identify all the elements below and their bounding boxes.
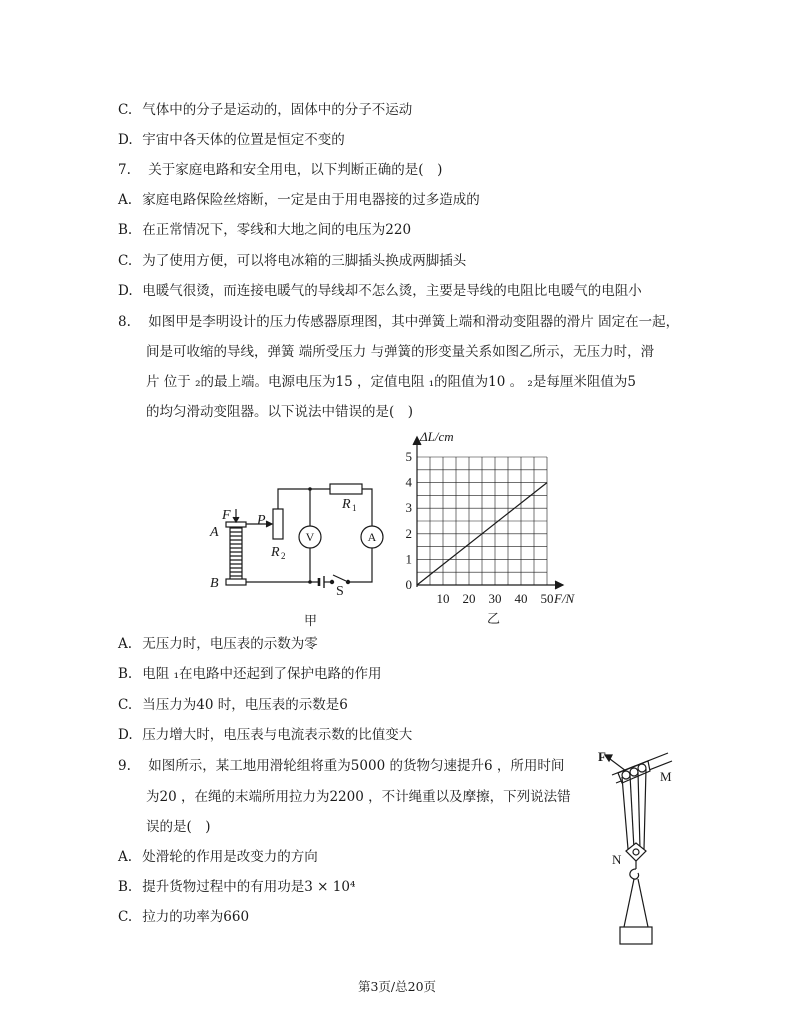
option-label: B. bbox=[118, 222, 133, 238]
y-axis-label: ΔL/cm bbox=[420, 429, 454, 444]
q7-option-b bbox=[118, 220, 411, 240]
option-text: 压力增大时，电压表与电流表示数的比值变大 bbox=[142, 727, 413, 743]
ammeter-label: A bbox=[367, 530, 377, 544]
q8-stem-line-3: 片 位于 ₂的最上端。电源电压为15 ，定值电阻 ₁的阻值为10 。 ₂是每厘米阻值为5 bbox=[146, 374, 636, 390]
spring bbox=[230, 528, 242, 576]
label-f: F bbox=[222, 508, 231, 523]
q9-stem-line-2: 为20 ，在绳的末端所用拉力为2200 ，不计绳重以及摩擦，下列说法错 bbox=[146, 789, 571, 805]
resistor-r1 bbox=[330, 484, 362, 494]
q8-stem-line-2: 间是可收缩的导线，弹簧 端所受压力 与弹簧的形变量关系如图乙所示，无压力时，滑 bbox=[146, 344, 655, 360]
circuit-caption: 甲 bbox=[304, 613, 318, 628]
option-label: B. bbox=[118, 879, 133, 895]
option-text: 当压力为40 时，电压表的示数是6 bbox=[142, 697, 348, 713]
pulley-diagram bbox=[590, 745, 690, 950]
option-text: 气体中的分子是运动的，固体中的分子不运动 bbox=[142, 102, 413, 118]
option-text: 电暖气很烫，而连接电暖气的导线却不怎么烫，主要是导线的电阻比电暖气的电阻小 bbox=[142, 283, 642, 299]
label-r2-sub: 2 bbox=[281, 551, 286, 561]
label-b: B bbox=[210, 576, 219, 591]
pulley-wheel-middle bbox=[630, 768, 638, 776]
option-text: 电阻 ₁在电路中还起到了保护电路的作用 bbox=[142, 666, 382, 682]
q8-option-d bbox=[118, 725, 412, 745]
q7-option-a bbox=[118, 190, 480, 210]
circuit-diagram bbox=[200, 475, 400, 630]
label-n: N bbox=[612, 852, 622, 867]
label-a: A bbox=[210, 525, 219, 540]
option-label: C. bbox=[118, 697, 133, 713]
q6-option-d bbox=[118, 130, 345, 150]
option-label: C. bbox=[118, 102, 133, 118]
y-tick-label: 2 bbox=[405, 525, 412, 541]
base-plate-b bbox=[226, 579, 246, 585]
cargo-box bbox=[620, 927, 652, 944]
q9-option-b bbox=[118, 877, 355, 897]
option-label: A. bbox=[118, 192, 133, 208]
option-text: 家庭电路保险丝熔断，一定是由于用电器接的过多造成的 bbox=[142, 192, 480, 208]
option-label: B. bbox=[118, 666, 133, 682]
y-tick-label: 0 bbox=[405, 577, 412, 592]
x-tick-label: 50 bbox=[540, 591, 554, 606]
x-tick-label: 40 bbox=[514, 591, 528, 606]
q9-stem-line-1 bbox=[118, 756, 564, 776]
option-text: 在正常情况下，零线和大地之间的电压为220 bbox=[142, 222, 412, 238]
x-tick-label: 30 bbox=[488, 591, 502, 606]
option-label: A. bbox=[118, 636, 133, 652]
q7-option-d bbox=[118, 281, 642, 301]
y-tick-label: 3 bbox=[405, 500, 412, 516]
q8-stem-line-1 bbox=[118, 312, 679, 332]
x-tick-label: 20 bbox=[462, 591, 476, 606]
x-tick-label: 10 bbox=[436, 591, 450, 606]
deformation-chart bbox=[395, 425, 595, 630]
question-text: 如图甲是李明设计的压力传感器原理图，其中弹簧上端和滑动变阻器的滑片 固定在一起， bbox=[148, 314, 680, 330]
label-r1-sub: 1 bbox=[352, 503, 357, 513]
q8-option-c bbox=[118, 695, 348, 715]
option-label: D. bbox=[118, 283, 133, 299]
q9-stem-line-3: 误的是( ) bbox=[146, 819, 211, 835]
chart-caption: 乙 bbox=[487, 611, 501, 626]
label-r1: R bbox=[342, 497, 351, 512]
q7-stem bbox=[118, 160, 442, 180]
label-m: M bbox=[660, 769, 672, 784]
option-label: D. bbox=[118, 727, 133, 743]
option-label: D. bbox=[118, 132, 133, 148]
q7-option-c bbox=[118, 251, 466, 271]
question-text: 如图所示，某工地用滑轮组将重为5000 的货物匀速提升6 ，所用时间 bbox=[148, 758, 565, 774]
q8-option-b bbox=[118, 664, 382, 684]
q8-option-a bbox=[118, 634, 318, 654]
y-tick-label: 5 bbox=[405, 449, 412, 464]
question-number: 9. bbox=[118, 758, 131, 774]
option-label: A. bbox=[118, 849, 133, 865]
option-text: 处滑轮的作用是改变力的方向 bbox=[142, 849, 318, 865]
resistor-r2 bbox=[273, 509, 283, 539]
option-label: C. bbox=[118, 909, 133, 925]
option-text: 宇宙中各天体的位置是恒定不变的 bbox=[142, 132, 345, 148]
question-text: 关于家庭电路和安全用电，以下判断正确的是( ) bbox=[148, 162, 443, 178]
pulley-wheel-left bbox=[622, 771, 630, 779]
label-r2: R bbox=[271, 545, 280, 560]
x-axis-label: F/N bbox=[554, 591, 575, 606]
option-label: C. bbox=[118, 253, 133, 269]
label-f: F bbox=[598, 749, 606, 764]
pulley-wheel-right bbox=[638, 764, 646, 772]
label-p: P bbox=[257, 513, 266, 528]
option-text: 无压力时，电压表的示数为零 bbox=[142, 636, 318, 652]
option-text: 为了使用方便，可以将电冰箱的三脚插头换成两脚插头 bbox=[142, 253, 467, 269]
question-number: 7. bbox=[118, 162, 131, 178]
q9-option-a bbox=[118, 847, 318, 867]
label-s: S bbox=[336, 584, 344, 599]
q9-option-c bbox=[118, 907, 249, 927]
option-text: 提升货物过程中的有用功是3 × 10⁴ bbox=[142, 879, 356, 895]
voltmeter-label: V bbox=[305, 530, 315, 544]
q6-option-c bbox=[118, 100, 412, 120]
y-tick-label: 1 bbox=[405, 551, 412, 567]
y-tick-label: 4 bbox=[405, 474, 412, 490]
option-text: 拉力的功率为660 bbox=[142, 909, 250, 925]
q8-stem-line-4: 的均匀滑动变阻器。以下说法中错误的是( ) bbox=[146, 404, 414, 420]
page-footer: 第3页/总20页 bbox=[357, 979, 437, 994]
question-number: 8. bbox=[118, 314, 131, 330]
